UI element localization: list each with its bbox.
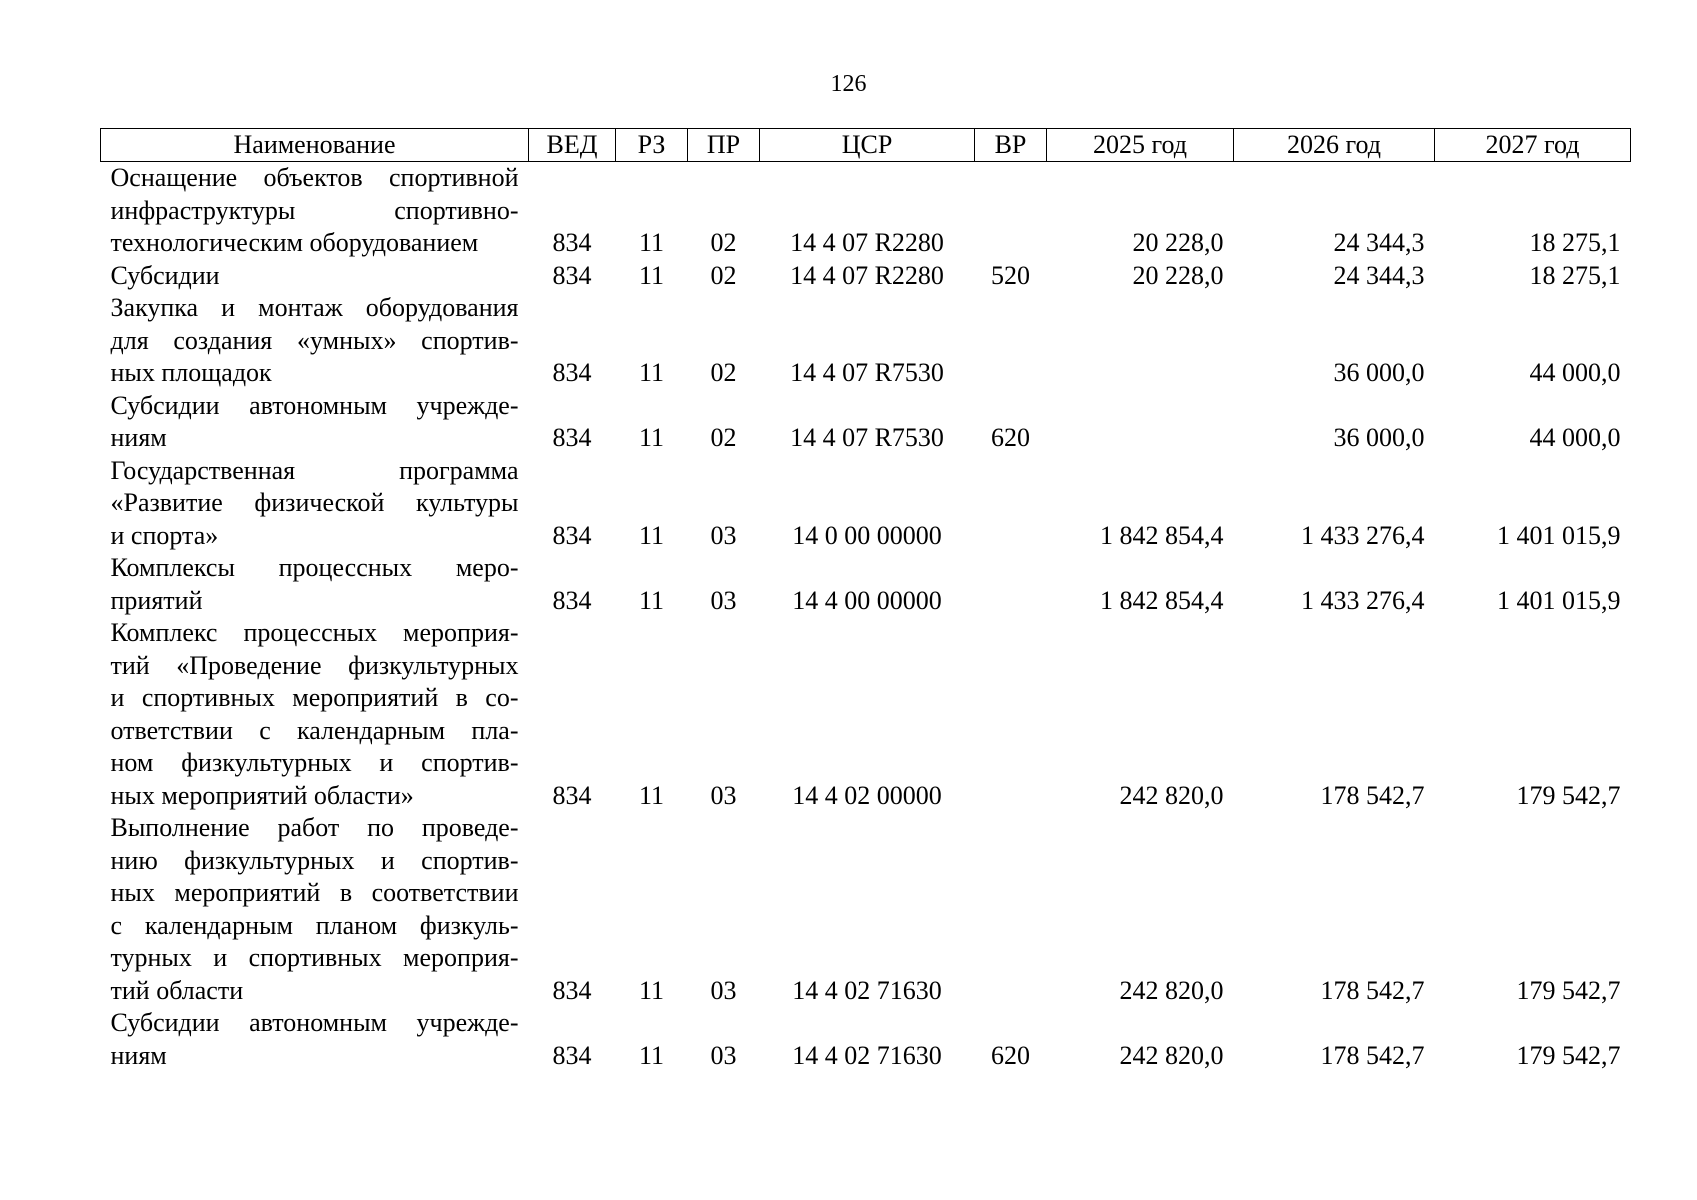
cell-ved	[529, 747, 616, 780]
cell-rz	[616, 617, 688, 650]
cell-ved	[529, 195, 616, 228]
cell-vr	[975, 487, 1047, 520]
cell-ved: 834	[552, 358, 592, 387]
table-row	[101, 682, 1631, 715]
cell-2025: 1 842 854,4	[1100, 585, 1224, 615]
cell-vr	[975, 747, 1047, 780]
row-name-line: и спортивных мероприятий в со-	[110, 683, 519, 712]
cell-2027	[1435, 747, 1631, 780]
cell-rz	[616, 390, 688, 423]
header-name: Наименование	[101, 129, 529, 162]
cell-csr	[760, 650, 975, 683]
table-header-row	[101, 129, 1631, 162]
cell-ved: 834	[552, 423, 592, 452]
cell-ved	[529, 845, 616, 878]
cell-csr	[760, 845, 975, 878]
cell-2026	[1234, 455, 1435, 488]
row-name-line: Выполнение работ по проведе-	[110, 813, 519, 842]
cell-2025	[1047, 455, 1234, 488]
cell-pr	[688, 552, 760, 585]
cell-2025: 242 820,0	[1119, 1040, 1224, 1070]
cell-rz: 11	[638, 1040, 665, 1070]
header-ved: ВЕД	[529, 129, 616, 162]
cell-pr	[688, 325, 760, 358]
cell-csr: 14 4 00 00000	[792, 585, 942, 615]
row-name-line: ных площадок	[110, 358, 272, 387]
cell-2027: 44 000,0	[1529, 423, 1621, 452]
cell-2027	[1435, 1007, 1631, 1040]
cell-2027	[1435, 910, 1631, 943]
cell-2027	[1435, 552, 1631, 585]
cell-ved	[529, 390, 616, 423]
cell-csr	[760, 162, 975, 195]
cell-csr	[760, 877, 975, 910]
row-name-line: Субсидии автономным учрежде-	[110, 1008, 519, 1037]
cell-ved	[529, 1007, 616, 1040]
cell-pr	[688, 650, 760, 683]
table-row	[101, 877, 1631, 910]
cell-rz: 11	[638, 975, 665, 1005]
cell-vr: 520	[991, 260, 1030, 290]
header-2025: 2025 год	[1047, 129, 1234, 162]
cell-vr: 620	[991, 423, 1030, 452]
cell-pr: 02	[710, 358, 737, 387]
budget-table	[100, 128, 1631, 1072]
cell-vr	[975, 1007, 1047, 1040]
cell-csr: 14 4 07 R7530	[790, 423, 944, 452]
cell-pr: 03	[710, 520, 737, 550]
row-name-line: Государственная программа	[110, 455, 519, 485]
cell-rz: 11	[638, 358, 665, 387]
table-row	[101, 747, 1631, 780]
cell-2027	[1435, 390, 1631, 423]
cell-csr	[760, 682, 975, 715]
row-name-line: «Развитие физической культуры	[110, 488, 519, 517]
cell-pr	[688, 747, 760, 780]
cell-2026: 178 542,7	[1320, 780, 1425, 810]
header-2027: 2027 год	[1435, 129, 1631, 162]
cell-vr	[975, 650, 1047, 683]
cell-2027	[1435, 812, 1631, 845]
cell-ved	[529, 292, 616, 325]
row-name-line: ниям	[110, 1040, 167, 1070]
cell-2027: 18 275,1	[1529, 228, 1621, 257]
cell-2026	[1234, 292, 1435, 325]
cell-2027	[1435, 715, 1631, 748]
cell-csr	[760, 812, 975, 845]
cell-2025	[1047, 195, 1234, 228]
cell-2026	[1234, 910, 1435, 943]
cell-pr: 03	[710, 1040, 737, 1070]
cell-ved	[529, 650, 616, 683]
cell-pr	[688, 845, 760, 878]
cell-vr	[975, 715, 1047, 748]
cell-2026: 36 000,0	[1333, 423, 1425, 452]
cell-2025	[1047, 910, 1234, 943]
table-row	[101, 195, 1631, 228]
cell-vr	[975, 390, 1047, 423]
cell-csr	[760, 325, 975, 358]
cell-2026	[1234, 812, 1435, 845]
cell-csr: 14 0 00 00000	[792, 520, 942, 550]
cell-2026	[1234, 747, 1435, 780]
row-name-line: с календарным планом физкуль-	[110, 910, 519, 940]
cell-csr: 14 4 07 R7530	[790, 358, 944, 387]
cell-vr	[975, 975, 1047, 1008]
cell-vr	[975, 780, 1047, 813]
cell-pr	[688, 812, 760, 845]
cell-csr	[760, 552, 975, 585]
cell-2027: 179 542,7	[1516, 1040, 1621, 1070]
row-name-line: Комплексы процессных меро-	[110, 553, 519, 582]
cell-ved: 834	[552, 520, 592, 550]
cell-2027	[1435, 617, 1631, 650]
row-name-line: для создания «умных» спортив-	[110, 325, 519, 355]
cell-rz	[616, 1007, 688, 1040]
cell-pr	[688, 715, 760, 748]
cell-rz: 11	[638, 228, 665, 257]
cell-vr	[975, 520, 1047, 553]
cell-ved	[529, 455, 616, 488]
row-name-line: и спорта»	[110, 520, 219, 550]
cell-2025	[1047, 487, 1234, 520]
cell-2027	[1435, 292, 1631, 325]
cell-ved: 834	[552, 585, 592, 615]
header-pr: ПР	[688, 129, 760, 162]
table-body	[101, 162, 1631, 1073]
cell-vr	[975, 942, 1047, 975]
table-row	[101, 390, 1631, 423]
row-name-line: ных мероприятий в соответствии	[110, 878, 519, 907]
table-row	[101, 650, 1631, 683]
cell-csr	[760, 715, 975, 748]
cell-ved	[529, 910, 616, 943]
cell-2025	[1047, 1007, 1234, 1040]
cell-ved	[529, 942, 616, 975]
cell-2026: 1 433 276,4	[1301, 520, 1425, 550]
row-name-line: ных мероприятий области»	[110, 780, 414, 810]
cell-2027	[1435, 682, 1631, 715]
cell-2026	[1234, 650, 1435, 683]
cell-pr	[688, 487, 760, 520]
cell-rz: 11	[638, 585, 665, 615]
cell-vr	[975, 292, 1047, 325]
cell-2025: 242 820,0	[1119, 975, 1224, 1005]
cell-2026: 178 542,7	[1320, 975, 1425, 1005]
cell-csr	[760, 487, 975, 520]
table-row	[101, 487, 1631, 520]
cell-csr	[760, 455, 975, 488]
cell-2025	[1047, 162, 1234, 195]
cell-csr	[760, 747, 975, 780]
cell-rz	[616, 747, 688, 780]
cell-2025	[1047, 877, 1234, 910]
cell-rz	[616, 195, 688, 228]
cell-2026	[1234, 715, 1435, 748]
cell-2026	[1234, 325, 1435, 358]
table-row	[101, 975, 1631, 1008]
cell-pr: 03	[710, 975, 737, 1005]
cell-2026: 1 433 276,4	[1301, 585, 1425, 615]
row-name-line: тий области	[110, 975, 244, 1005]
cell-rz	[616, 682, 688, 715]
cell-csr: 14 4 07 R2280	[790, 228, 944, 257]
cell-rz	[616, 455, 688, 488]
cell-ved: 834	[552, 1040, 592, 1070]
cell-vr	[975, 617, 1047, 650]
cell-2026	[1234, 682, 1435, 715]
table-row	[101, 1040, 1631, 1073]
row-name-line: Комплекс процессных мероприя-	[110, 618, 519, 647]
cell-2025	[1047, 390, 1234, 423]
table-row	[101, 845, 1631, 878]
cell-pr	[688, 910, 760, 943]
cell-rz: 11	[638, 423, 665, 452]
cell-2025: 242 820,0	[1119, 780, 1224, 810]
cell-pr: 02	[710, 260, 737, 290]
cell-ved	[529, 162, 616, 195]
row-name-line: Субсидии автономным учрежде-	[110, 390, 519, 420]
table-row	[101, 422, 1631, 455]
table-row	[101, 715, 1631, 748]
cell-rz	[616, 162, 688, 195]
table-row	[101, 325, 1631, 358]
cell-2026	[1234, 617, 1435, 650]
table-row	[101, 910, 1631, 943]
cell-2027: 179 542,7	[1516, 780, 1621, 810]
cell-2027	[1435, 162, 1631, 195]
cell-vr	[975, 162, 1047, 195]
cell-csr: 14 4 02 71630	[792, 1040, 942, 1070]
cell-2025: 20 228,0	[1132, 228, 1224, 257]
cell-vr	[975, 910, 1047, 943]
cell-pr	[688, 292, 760, 325]
cell-2025	[1047, 552, 1234, 585]
row-name-line: ответствии с календарным пла-	[110, 715, 519, 745]
cell-2025	[1047, 682, 1234, 715]
cell-ved	[529, 552, 616, 585]
cell-vr	[975, 455, 1047, 488]
cell-pr	[688, 617, 760, 650]
cell-rz: 11	[638, 260, 665, 290]
table-row	[101, 292, 1631, 325]
cell-pr: 03	[710, 585, 737, 615]
cell-csr	[760, 1007, 975, 1040]
page-number: 126	[830, 71, 867, 97]
row-name-line: приятий	[110, 585, 203, 615]
cell-ved	[529, 617, 616, 650]
cell-vr	[975, 227, 1047, 260]
cell-2025: 20 228,0	[1132, 260, 1224, 290]
header-2026: 2026 год	[1234, 129, 1435, 162]
cell-rz	[616, 845, 688, 878]
table-row	[101, 1007, 1631, 1040]
cell-2025: 1 842 854,4	[1100, 520, 1224, 550]
cell-vr	[975, 195, 1047, 228]
cell-ved: 834	[552, 260, 592, 290]
cell-2025	[1047, 617, 1234, 650]
cell-ved	[529, 325, 616, 358]
cell-2026: 24 344,3	[1333, 228, 1425, 257]
cell-ved: 834	[552, 975, 592, 1005]
cell-vr	[975, 845, 1047, 878]
cell-2027: 18 275,1	[1529, 260, 1621, 290]
cell-2025	[1047, 325, 1234, 358]
cell-rz	[616, 812, 688, 845]
row-name-line: нию физкультурных и спортив-	[110, 845, 519, 875]
cell-2026	[1234, 162, 1435, 195]
cell-2026	[1234, 552, 1435, 585]
row-name-line: тий «Проведение физкультурных	[110, 650, 519, 680]
cell-rz	[616, 325, 688, 358]
header-csr: ЦСР	[760, 129, 975, 162]
table-row	[101, 812, 1631, 845]
row-name-line: инфраструктуры спортивно-	[110, 195, 519, 225]
table-row	[101, 780, 1631, 813]
cell-2025	[1047, 747, 1234, 780]
table-row	[101, 227, 1631, 260]
table-row	[101, 585, 1631, 618]
table-row	[101, 357, 1631, 390]
cell-2027	[1435, 942, 1631, 975]
table-row	[101, 455, 1631, 488]
cell-pr: 02	[710, 228, 737, 257]
row-name-line: Оснащение объектов спортивной	[110, 163, 519, 192]
cell-2025	[1047, 292, 1234, 325]
cell-csr	[760, 617, 975, 650]
table-row	[101, 520, 1631, 553]
cell-rz	[616, 877, 688, 910]
cell-2025	[1047, 422, 1234, 455]
cell-2027	[1435, 455, 1631, 488]
table-row	[101, 162, 1631, 195]
cell-2027: 1 401 015,9	[1497, 585, 1621, 615]
cell-csr	[760, 292, 975, 325]
cell-pr	[688, 162, 760, 195]
cell-rz	[616, 292, 688, 325]
header-vr: ВР	[975, 129, 1047, 162]
cell-2025	[1047, 942, 1234, 975]
cell-vr	[975, 552, 1047, 585]
cell-ved	[529, 715, 616, 748]
cell-pr	[688, 682, 760, 715]
cell-2027	[1435, 650, 1631, 683]
cell-csr: 14 4 07 R2280	[790, 260, 944, 290]
table-row	[101, 552, 1631, 585]
cell-rz	[616, 552, 688, 585]
cell-csr	[760, 195, 975, 228]
cell-ved: 834	[552, 780, 592, 810]
cell-pr	[688, 942, 760, 975]
row-name-line: турных и спортивных мероприя-	[110, 943, 519, 972]
cell-rz: 11	[638, 520, 665, 550]
cell-rz: 11	[638, 780, 665, 810]
cell-2027	[1435, 195, 1631, 228]
row-name-line: ниям	[110, 423, 167, 452]
cell-vr	[975, 877, 1047, 910]
cell-pr: 03	[710, 780, 737, 810]
cell-pr	[688, 877, 760, 910]
cell-2025	[1047, 650, 1234, 683]
cell-2025	[1047, 845, 1234, 878]
cell-2026: 178 542,7	[1320, 1040, 1425, 1070]
cell-vr: 620	[991, 1040, 1030, 1070]
header-rz: РЗ	[616, 129, 688, 162]
cell-2027	[1435, 325, 1631, 358]
cell-2026	[1234, 390, 1435, 423]
cell-2026: 36 000,0	[1333, 358, 1425, 387]
table-row	[101, 260, 1631, 293]
cell-ved	[529, 682, 616, 715]
cell-ved	[529, 812, 616, 845]
table-row	[101, 617, 1631, 650]
cell-vr	[975, 325, 1047, 358]
cell-pr	[688, 455, 760, 488]
cell-ved: 834	[552, 228, 592, 257]
cell-2027: 179 542,7	[1516, 975, 1621, 1005]
row-name-line: технологическим оборудованием	[110, 228, 479, 257]
cell-csr: 14 4 02 00000	[792, 780, 942, 810]
cell-2027: 44 000,0	[1529, 358, 1621, 387]
cell-pr	[688, 195, 760, 228]
cell-csr	[760, 910, 975, 943]
cell-ved	[529, 487, 616, 520]
cell-vr	[975, 357, 1047, 390]
cell-rz	[616, 942, 688, 975]
cell-rz	[616, 650, 688, 683]
cell-csr	[760, 390, 975, 423]
cell-2027	[1435, 845, 1631, 878]
cell-pr: 02	[710, 423, 737, 452]
cell-2027: 1 401 015,9	[1497, 520, 1621, 550]
cell-2025	[1047, 715, 1234, 748]
cell-2025	[1047, 812, 1234, 845]
cell-rz	[616, 487, 688, 520]
cell-2026	[1234, 487, 1435, 520]
cell-csr: 14 4 02 71630	[792, 975, 942, 1005]
table-row	[101, 942, 1631, 975]
row-name-line: ном физкультурных и спортив-	[110, 748, 519, 777]
cell-pr	[688, 390, 760, 423]
cell-vr	[975, 585, 1047, 618]
cell-rz	[616, 910, 688, 943]
cell-2026	[1234, 845, 1435, 878]
cell-2026	[1234, 1007, 1435, 1040]
cell-2026	[1234, 942, 1435, 975]
cell-csr	[760, 942, 975, 975]
cell-rz	[616, 715, 688, 748]
cell-2026: 24 344,3	[1333, 260, 1425, 290]
row-name-line: Закупка и монтаж оборудования	[110, 293, 519, 322]
cell-vr	[975, 812, 1047, 845]
cell-2027	[1435, 877, 1631, 910]
row-name-line: Субсидии	[110, 260, 220, 290]
cell-2027	[1435, 487, 1631, 520]
cell-2026	[1234, 877, 1435, 910]
cell-pr	[688, 1007, 760, 1040]
cell-2026	[1234, 195, 1435, 228]
cell-vr	[975, 682, 1047, 715]
cell-2025	[1047, 357, 1234, 390]
cell-ved	[529, 877, 616, 910]
